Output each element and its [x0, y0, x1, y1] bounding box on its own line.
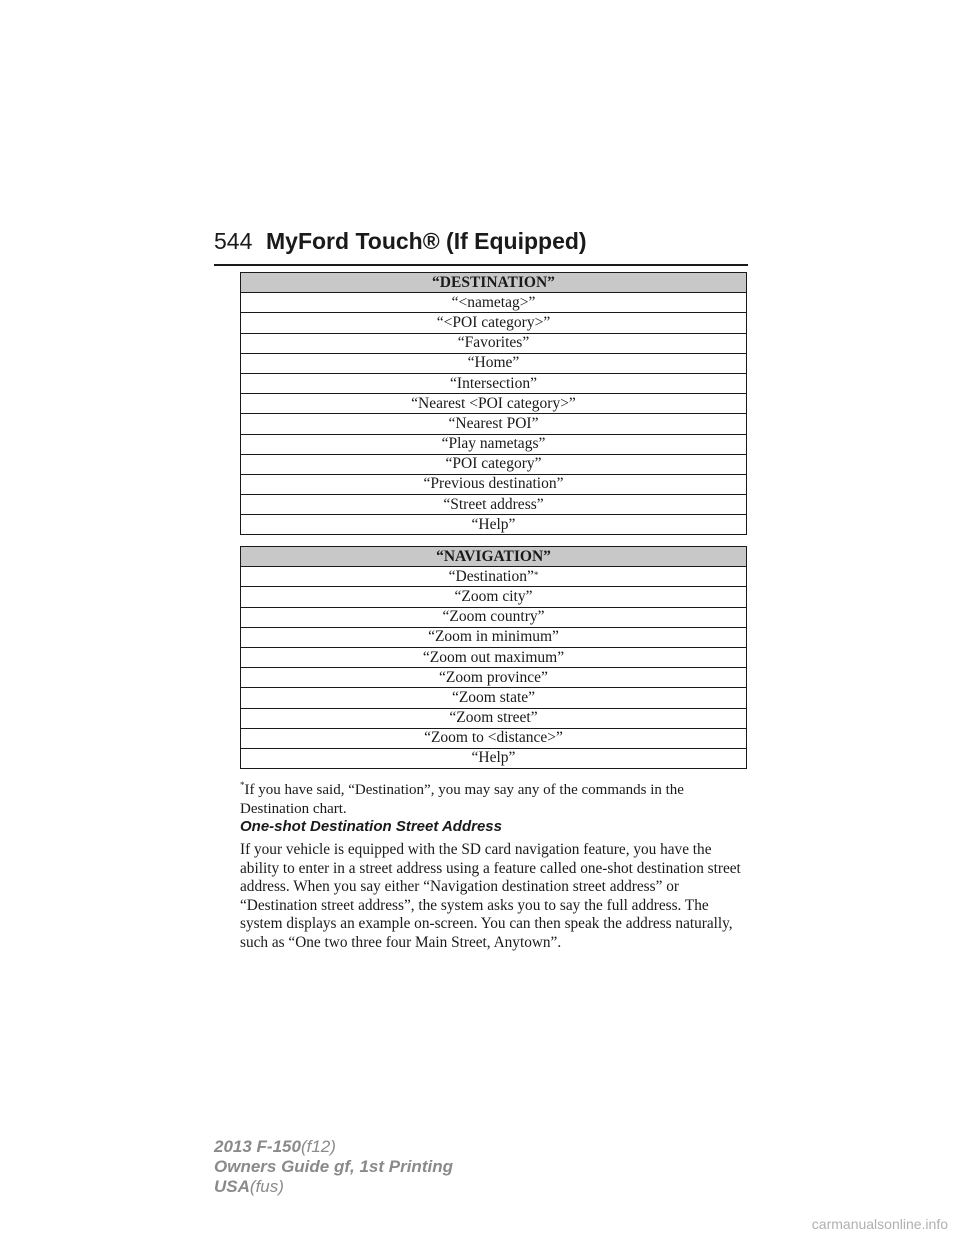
table-row: “Zoom in minimum” [241, 627, 747, 647]
table-row: “Intersection” [241, 373, 747, 393]
table-row: “Nearest <POI category>” [241, 394, 747, 414]
footer-guide: Owners Guide gf, 1st Printing [214, 1157, 453, 1176]
table-row: “Zoom street” [241, 708, 747, 728]
footnote-mark: * [240, 780, 245, 790]
navigation-commands-table [240, 546, 747, 769]
table-row: “Zoom city” [241, 587, 747, 607]
page-title: MyFord Touch® (If Equipped) [266, 228, 587, 254]
footer-market-code: (fus) [249, 1177, 284, 1196]
navigation-table-heading: “NAVIGATION” [241, 547, 747, 567]
page-number: 544 [214, 228, 253, 254]
table-row: “Zoom country” [241, 607, 747, 627]
table-row: “Zoom province” [241, 668, 747, 688]
table-row [241, 567, 747, 587]
footnote [240, 776, 750, 818]
section-heading: One-shot Destination Street Address [240, 818, 502, 835]
header-divider [214, 264, 748, 266]
footnote-marker: * [533, 569, 539, 580]
table-row: “POI category” [241, 454, 747, 474]
table-row: “Favorites” [241, 333, 747, 353]
print-footer [214, 1137, 453, 1197]
table-row: “Previous destination” [241, 474, 747, 494]
destination-command: “Destination” [448, 567, 534, 585]
table-row: “Zoom out maximum” [241, 647, 747, 667]
footer-model: 2013 F-150 [214, 1137, 301, 1156]
footer-model-code: (f12) [300, 1137, 336, 1156]
footnote-text: If you have said, “Destination”, you may say any of the commands in the Destination chart. [240, 782, 684, 817]
page-header [214, 228, 748, 268]
section-body: If your vehicle is equipped with the SD card navigation feature, you have the ability to enter in a street address using a feature called one-shot destination street address. When you say either “Navigation destination street address” or “Destination street address”, the system asks you to say the full address. The system displays an example on-screen. You can then speak the address naturally, such as “One two three four Main Street, Anytown”. [240, 841, 741, 951]
table-row: “Zoom to <distance>” [241, 728, 747, 748]
table-row: “Help” [241, 748, 747, 768]
table-row: “Nearest POI” [241, 414, 747, 434]
table-row: “Play nametags” [241, 434, 747, 454]
watermark: carmanualsonline.info [811, 1216, 948, 1232]
destination-commands-table [240, 272, 747, 535]
destination-table-heading: “DESTINATION” [241, 273, 747, 293]
table-row: “Zoom state” [241, 688, 747, 708]
table-row: “<POI category>” [241, 313, 747, 333]
table-row: “Help” [241, 515, 747, 535]
footer-market: USA [214, 1177, 250, 1196]
table-row: “Street address” [241, 495, 747, 515]
table-row: “Home” [241, 353, 747, 373]
table-row: “<nametag>” [241, 293, 747, 313]
